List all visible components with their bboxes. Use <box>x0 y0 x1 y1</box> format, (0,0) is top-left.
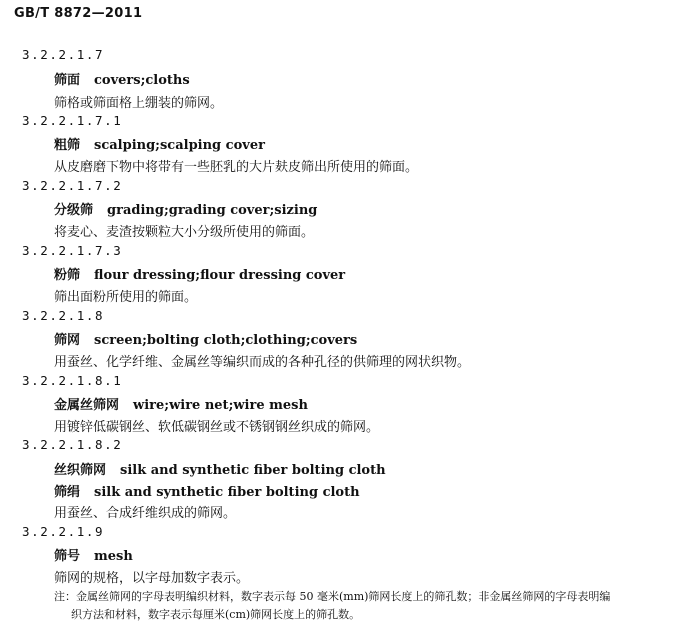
clause-number: 3.2.2.1.8.1 <box>22 373 123 388</box>
clause-number: 3.2.2.1.7.1 <box>22 113 123 128</box>
term-en: scalping;scalping cover <box>94 138 265 153</box>
term-zh: 筛网 <box>54 333 81 348</box>
definition: 筛格或筛面格上绷装的筛网。 <box>54 96 224 111</box>
term <box>54 264 345 283</box>
note-line: 注：金属丝筛网的字母表明编织材料，数字表示每 50 毫米(mm)筛网长度上的筛孔数；非金属丝筛网的字母表明编 <box>54 590 611 603</box>
term-zh: 筛号 <box>54 549 81 564</box>
term-en: mesh <box>94 549 133 564</box>
term-zh: 粉筛 <box>54 268 81 283</box>
definition: 用蚕丝、化学纤维、金属丝等编织而成的各种孔径的供筛理的网状织物。 <box>54 355 471 370</box>
definition: 用镀锌低碳钢丝、软低碳钢丝或不锈钢钢丝织成的筛网。 <box>54 420 380 435</box>
term-zh: 筛绢 <box>54 485 81 500</box>
synonym-term <box>54 481 360 500</box>
term <box>54 329 357 348</box>
term-en: silk and synthetic fiber bolting cloth <box>120 463 386 478</box>
term-en: silk and synthetic fiber bolting cloth <box>94 485 360 500</box>
clause-number: 3.2.2.1.7 <box>22 47 105 62</box>
clause-number: 3.2.2.1.9 <box>22 524 105 539</box>
term-zh: 分级筛 <box>54 203 94 218</box>
clause-number: 3.2.2.1.8 <box>22 308 105 323</box>
term-en: flour dressing;flour dressing cover <box>94 268 346 283</box>
definition: 用蚕丝、合成纤维织成的筛网。 <box>54 506 237 521</box>
term <box>54 545 133 564</box>
term-en: grading;grading cover;sizing <box>107 203 318 218</box>
term-zh: 丝织筛网 <box>54 463 107 478</box>
definition: 从皮磨磨下物中将带有一些胚乳的大片麸皮筛出所使用的筛面。 <box>54 160 419 175</box>
term <box>54 134 265 153</box>
definition: 筛出面粉所使用的筛面。 <box>54 290 198 305</box>
definition: 筛网的规格，以字母加数字表示。 <box>54 571 250 586</box>
note-line: 织方法和材料，数字表示每厘米(cm)筛网长度上的筛孔数。 <box>71 608 361 621</box>
clause-number: 3.2.2.1.7.3 <box>22 243 123 258</box>
term-en: wire;wire net;wire mesh <box>133 398 308 413</box>
term-zh: 金属丝筛网 <box>54 398 120 413</box>
standard-code-header: GB/T 8872—2011 <box>14 6 143 21</box>
term-en: screen;bolting cloth;clothing;covers <box>94 333 358 348</box>
term <box>54 394 308 413</box>
term <box>54 459 386 478</box>
definition: 将麦心、麦渣按颗粒大小分级所使用的筛面。 <box>54 225 315 240</box>
clause-number: 3.2.2.1.7.2 <box>22 178 123 193</box>
term-zh: 筛面 <box>54 73 81 88</box>
term-en: covers;cloths <box>94 73 190 88</box>
term <box>54 199 317 218</box>
term-zh: 粗筛 <box>54 138 81 153</box>
clause-number: 3.2.2.1.8.2 <box>22 437 123 452</box>
term <box>54 69 190 88</box>
